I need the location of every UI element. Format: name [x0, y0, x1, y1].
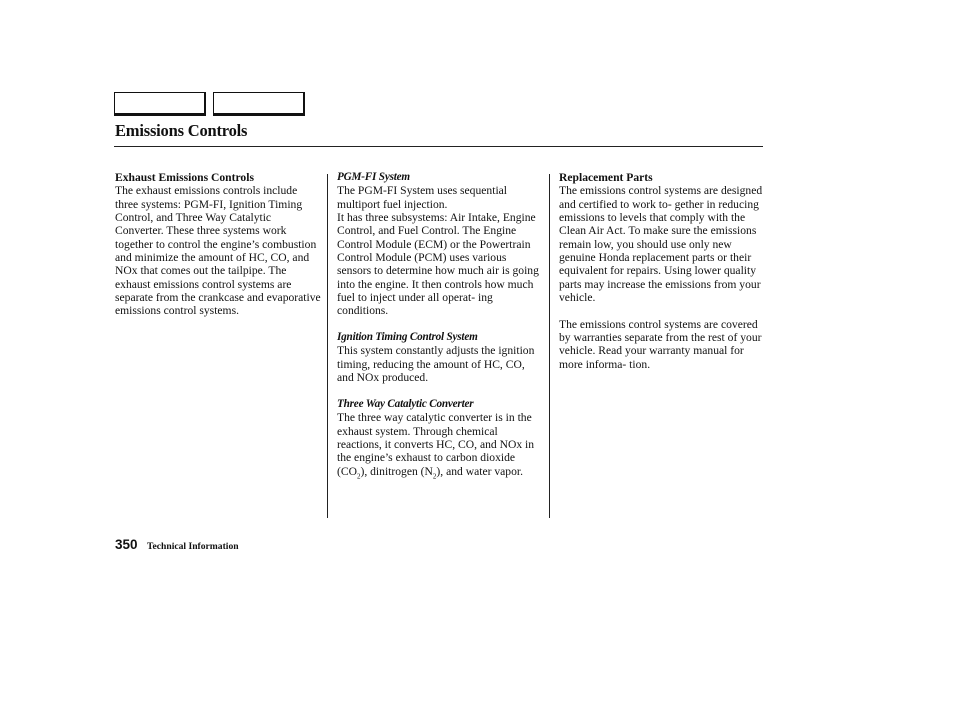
column-replacement-parts [559, 171, 763, 371]
page-title: Emissions Controls [115, 121, 248, 140]
catalytic-body-a: The three way catalytic converter is in the exhaust system. Through chemical reactions, it converts HC, CO, and NOx in the engine’s exhaust to carbon dioxide (CO [337, 411, 535, 478]
n2-subscript: 2 [432, 471, 437, 480]
pgmfi-body-2: It has three subsystems: Air Intake, Engine Control, and Fuel Control. The Engine Control Module (ECM) or the Powertrain Control Module (PCM) uses various sensors to determine how much air is going into the engine. It then controls how much fuel to inject under all operat- ing conditions. [337, 211, 539, 318]
catalytic-body-b: ), dinitrogen (N [360, 464, 433, 478]
column-exhaust-emissions [115, 171, 321, 318]
catalytic-body-c: ), and water vapor. [436, 464, 524, 478]
exhaust-emissions-heading: Exhaust Emissions Controls [115, 171, 254, 184]
exhaust-emissions-body: The exhaust emissions controls include three systems: PGM-FI, Ignition Timing Control, and Three Way Catalytic Converter. These three systems work together to control the engine’s combustion and minimize the amount of HC, CO, and NOx that comes out the tailpipe. The exhaust emissions control systems are separate from the crankcase and evaporative emissions control systems. [115, 184, 321, 318]
replacement-parts-heading: Replacement Parts [559, 171, 653, 184]
title-divider [114, 146, 763, 147]
catalytic-body [337, 411, 542, 483]
nav-tab-box-1[interactable] [114, 92, 206, 116]
column-divider-2 [549, 174, 550, 518]
section-name: Technical Information [147, 541, 239, 552]
nav-tab-box-2[interactable] [213, 92, 305, 116]
replacement-parts-body-2: The emissions control systems are covered by warranties separate from the rest of your vehicle. Read your warranty manual for more informa- tion. [559, 317, 762, 371]
replacement-parts-body-1: The emissions control systems are designed and certified to work to- gether in reducing emissions to levels that comply with the Clean Air Act. To make sure the emissions remain low, you should use only new genuine Honda replacement parts or their equivalent for repairs. Using lower quality parts may increase the emissions from your vehicle. [559, 184, 763, 305]
pgmfi-heading: PGM-FI System [337, 171, 410, 183]
catalytic-heading: Three Way Catalytic Converter [337, 397, 474, 410]
column-divider-1 [327, 174, 328, 518]
co2-subscript: 2 [356, 471, 361, 480]
ignition-heading: Ignition Timing Control System [337, 331, 478, 344]
pgmfi-body-1: The PGM-FI System uses sequential multiport fuel injection. [337, 184, 508, 211]
column-systems [337, 171, 542, 483]
page-number: 350 [115, 537, 138, 552]
ignition-body: This system constantly adjusts the ignition timing, reducing the amount of HC, CO, and NOx produced. [337, 344, 535, 385]
